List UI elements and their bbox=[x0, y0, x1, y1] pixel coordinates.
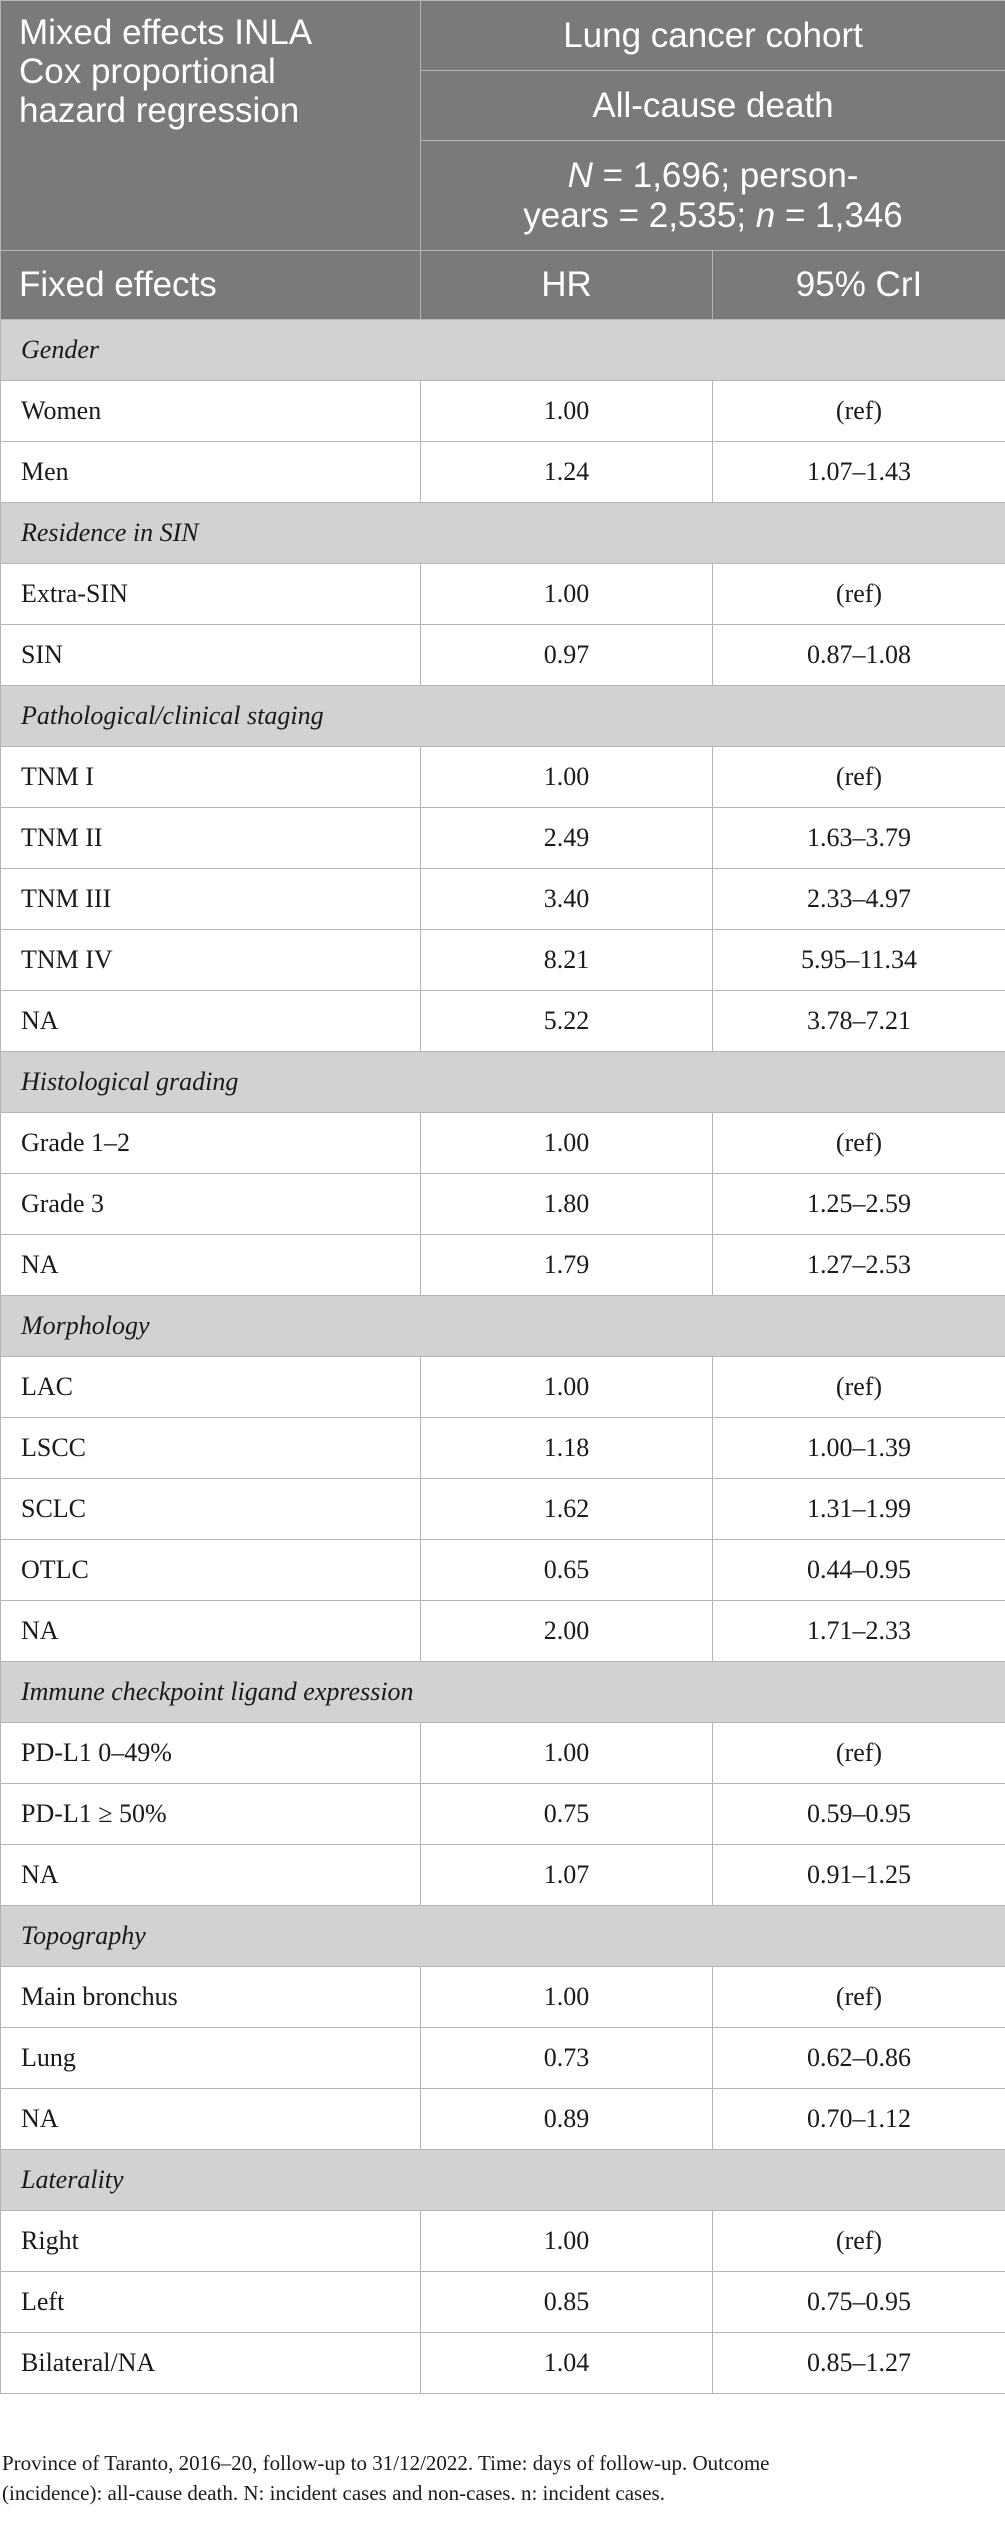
ci-value: 1.31–1.99 bbox=[713, 1479, 1005, 1540]
ci-value: 1.71–2.33 bbox=[713, 1601, 1005, 1662]
table-title-line: Mixed effects INLA bbox=[19, 13, 313, 52]
ci-value: 1.00–1.39 bbox=[713, 1418, 1005, 1479]
row-label: Left bbox=[1, 2272, 421, 2333]
ci-value: 1.63–3.79 bbox=[713, 808, 1005, 869]
table-footnote bbox=[0, 2448, 1005, 2508]
hr-value: 1.62 bbox=[421, 1479, 713, 1540]
row-label: NA bbox=[1, 1845, 421, 1906]
section-header-row bbox=[1, 686, 1005, 747]
hr-value: 1.00 bbox=[421, 747, 713, 808]
ci-value: 2.33–4.97 bbox=[713, 869, 1005, 930]
row-label: TNM IV bbox=[1, 930, 421, 991]
section-header-row bbox=[1, 1662, 1005, 1723]
row-label: NA bbox=[1, 1601, 421, 1662]
row-label: Bilateral/NA bbox=[1, 2333, 421, 2394]
hr-value: 0.97 bbox=[421, 625, 713, 686]
row-label: SCLC bbox=[1, 1479, 421, 1540]
ci-value: (ref) bbox=[713, 2211, 1005, 2272]
hr-value: 2.00 bbox=[421, 1601, 713, 1662]
section-label: Morphology bbox=[1, 1296, 1005, 1357]
table-row bbox=[1, 1723, 1005, 1784]
table-row bbox=[1, 1479, 1005, 1540]
hr-value: 1.00 bbox=[421, 1967, 713, 2028]
table-row bbox=[1, 1418, 1005, 1479]
table-row bbox=[1, 869, 1005, 930]
n-cases-text: = 1,346 bbox=[775, 195, 903, 235]
hr-value: 1.00 bbox=[421, 2211, 713, 2272]
hr-value: 1.07 bbox=[421, 1845, 713, 1906]
n-total-text: = 1,696; person- bbox=[592, 156, 859, 196]
table-row bbox=[1, 1601, 1005, 1662]
hr-value: 8.21 bbox=[421, 930, 713, 991]
row-label: TNM I bbox=[1, 747, 421, 808]
table-row bbox=[1, 2028, 1005, 2089]
ci-value: 5.95–11.34 bbox=[713, 930, 1005, 991]
table-row bbox=[1, 1845, 1005, 1906]
ci-value: 0.62–0.86 bbox=[713, 2028, 1005, 2089]
row-label: PD-L1 ≥ 50% bbox=[1, 1784, 421, 1845]
row-label: Right bbox=[1, 2211, 421, 2272]
table-row bbox=[1, 625, 1005, 686]
table-title-line: Cox proportional bbox=[19, 52, 276, 92]
hr-value: 0.85 bbox=[421, 2272, 713, 2333]
table-row bbox=[1, 1113, 1005, 1174]
row-label: TNM II bbox=[1, 808, 421, 869]
row-label: LSCC bbox=[1, 1418, 421, 1479]
row-label: PD-L1 0–49% bbox=[1, 1723, 421, 1784]
table-row bbox=[1, 930, 1005, 991]
row-label: OTLC bbox=[1, 1540, 421, 1601]
ci-value: 1.25–2.59 bbox=[713, 1174, 1005, 1235]
section-label: Laterality bbox=[1, 2150, 1005, 2211]
n-total-symbol: N bbox=[567, 156, 593, 196]
crl-header: 95% CrI bbox=[713, 251, 1005, 320]
hr-value: 1.00 bbox=[421, 1113, 713, 1174]
row-label: LAC bbox=[1, 1357, 421, 1418]
table-row bbox=[1, 2272, 1005, 2333]
table-row bbox=[1, 747, 1005, 808]
table-body bbox=[1, 320, 1005, 2394]
ci-value: 0.70–1.12 bbox=[713, 2089, 1005, 2150]
table-title bbox=[1, 1, 421, 251]
hr-value: 1.00 bbox=[421, 1357, 713, 1418]
ci-value: 1.27–2.53 bbox=[713, 1235, 1005, 1296]
hr-value: 5.22 bbox=[421, 991, 713, 1052]
row-label: Grade 3 bbox=[1, 1174, 421, 1235]
ci-value: 0.85–1.27 bbox=[713, 2333, 1005, 2394]
row-label: SIN bbox=[1, 625, 421, 686]
table-row bbox=[1, 1174, 1005, 1235]
table-row bbox=[1, 1967, 1005, 2028]
row-label: Women bbox=[1, 381, 421, 442]
fixed-effects-header: Fixed effects bbox=[1, 251, 421, 320]
hr-value: 1.79 bbox=[421, 1235, 713, 1296]
section-header-row bbox=[1, 1906, 1005, 1967]
hr-value: 1.04 bbox=[421, 2333, 713, 2394]
ci-value: 1.07–1.43 bbox=[713, 442, 1005, 503]
section-label: Topography bbox=[1, 1906, 1005, 1967]
table-row bbox=[1, 1357, 1005, 1418]
n-cases-symbol: n bbox=[755, 195, 776, 235]
footnote-line: Province of Taranto, 2016–20, follow-up to 31/12/2022. Time: days of follow-up. Outcome bbox=[2, 2451, 770, 2475]
table-row bbox=[1, 2211, 1005, 2272]
table-title-line: hazard regression bbox=[19, 91, 300, 131]
table-row bbox=[1, 1235, 1005, 1296]
row-label: NA bbox=[1, 2089, 421, 2150]
section-label: Histological grading bbox=[1, 1052, 1005, 1113]
section-label: Immune checkpoint ligand expression bbox=[1, 1662, 1005, 1723]
row-label: Extra-SIN bbox=[1, 564, 421, 625]
hr-value: 2.49 bbox=[421, 808, 713, 869]
ci-value: 0.44–0.95 bbox=[713, 1540, 1005, 1601]
row-label: Main bronchus bbox=[1, 1967, 421, 2028]
hr-value: 1.00 bbox=[421, 564, 713, 625]
row-label: TNM III bbox=[1, 869, 421, 930]
hr-value: 0.65 bbox=[421, 1540, 713, 1601]
footnote-line: (incidence): all-cause death. N: incident cases and non-cases. n: incident cases. bbox=[2, 2481, 665, 2505]
row-label: NA bbox=[1, 991, 421, 1052]
sample-size-header bbox=[421, 141, 1005, 251]
table-row bbox=[1, 991, 1005, 1052]
table-row bbox=[1, 1540, 1005, 1601]
row-label: Men bbox=[1, 442, 421, 503]
person-years-text: years = 2,535; bbox=[523, 195, 756, 235]
table-row bbox=[1, 2333, 1005, 2394]
hr-value: 1.24 bbox=[421, 442, 713, 503]
hr-value: 1.80 bbox=[421, 1174, 713, 1235]
ci-value: (ref) bbox=[713, 564, 1005, 625]
table-row bbox=[1, 1784, 1005, 1845]
hr-value: 0.73 bbox=[421, 2028, 713, 2089]
ci-value: 0.91–1.25 bbox=[713, 1845, 1005, 1906]
section-label: Pathological/clinical staging bbox=[1, 686, 1005, 747]
ci-value: (ref) bbox=[713, 1967, 1005, 2028]
ci-value: (ref) bbox=[713, 1113, 1005, 1174]
section-header-row bbox=[1, 2150, 1005, 2211]
ci-value: (ref) bbox=[713, 381, 1005, 442]
section-label: Gender bbox=[1, 320, 1005, 381]
ci-value: 0.75–0.95 bbox=[713, 2272, 1005, 2333]
hr-value: 0.89 bbox=[421, 2089, 713, 2150]
table-row bbox=[1, 381, 1005, 442]
section-header-row bbox=[1, 320, 1005, 381]
section-header-row bbox=[1, 1296, 1005, 1357]
table-row bbox=[1, 442, 1005, 503]
ci-value: 3.78–7.21 bbox=[713, 991, 1005, 1052]
row-label: Grade 1–2 bbox=[1, 1113, 421, 1174]
ci-value: (ref) bbox=[713, 1723, 1005, 1784]
hr-value: 1.18 bbox=[421, 1418, 713, 1479]
section-label: Residence in SIN bbox=[1, 503, 1005, 564]
table-row bbox=[1, 808, 1005, 869]
cohort-header: Lung cancer cohort bbox=[421, 1, 1005, 71]
hr-value: 0.75 bbox=[421, 1784, 713, 1845]
ci-value: (ref) bbox=[713, 1357, 1005, 1418]
table-row bbox=[1, 2089, 1005, 2150]
table-header bbox=[1, 1, 1005, 320]
table-row bbox=[1, 564, 1005, 625]
hr-value: 3.40 bbox=[421, 869, 713, 930]
ci-value: 0.87–1.08 bbox=[713, 625, 1005, 686]
ci-value: 0.59–0.95 bbox=[713, 1784, 1005, 1845]
ci-value: (ref) bbox=[713, 747, 1005, 808]
hr-value: 1.00 bbox=[421, 1723, 713, 1784]
hr-header: HR bbox=[421, 251, 713, 320]
outcome-header: All-cause death bbox=[421, 71, 1005, 141]
section-header-row bbox=[1, 503, 1005, 564]
section-header-row bbox=[1, 1052, 1005, 1113]
hr-value: 1.00 bbox=[421, 381, 713, 442]
row-label: Lung bbox=[1, 2028, 421, 2089]
row-label: NA bbox=[1, 1235, 421, 1296]
